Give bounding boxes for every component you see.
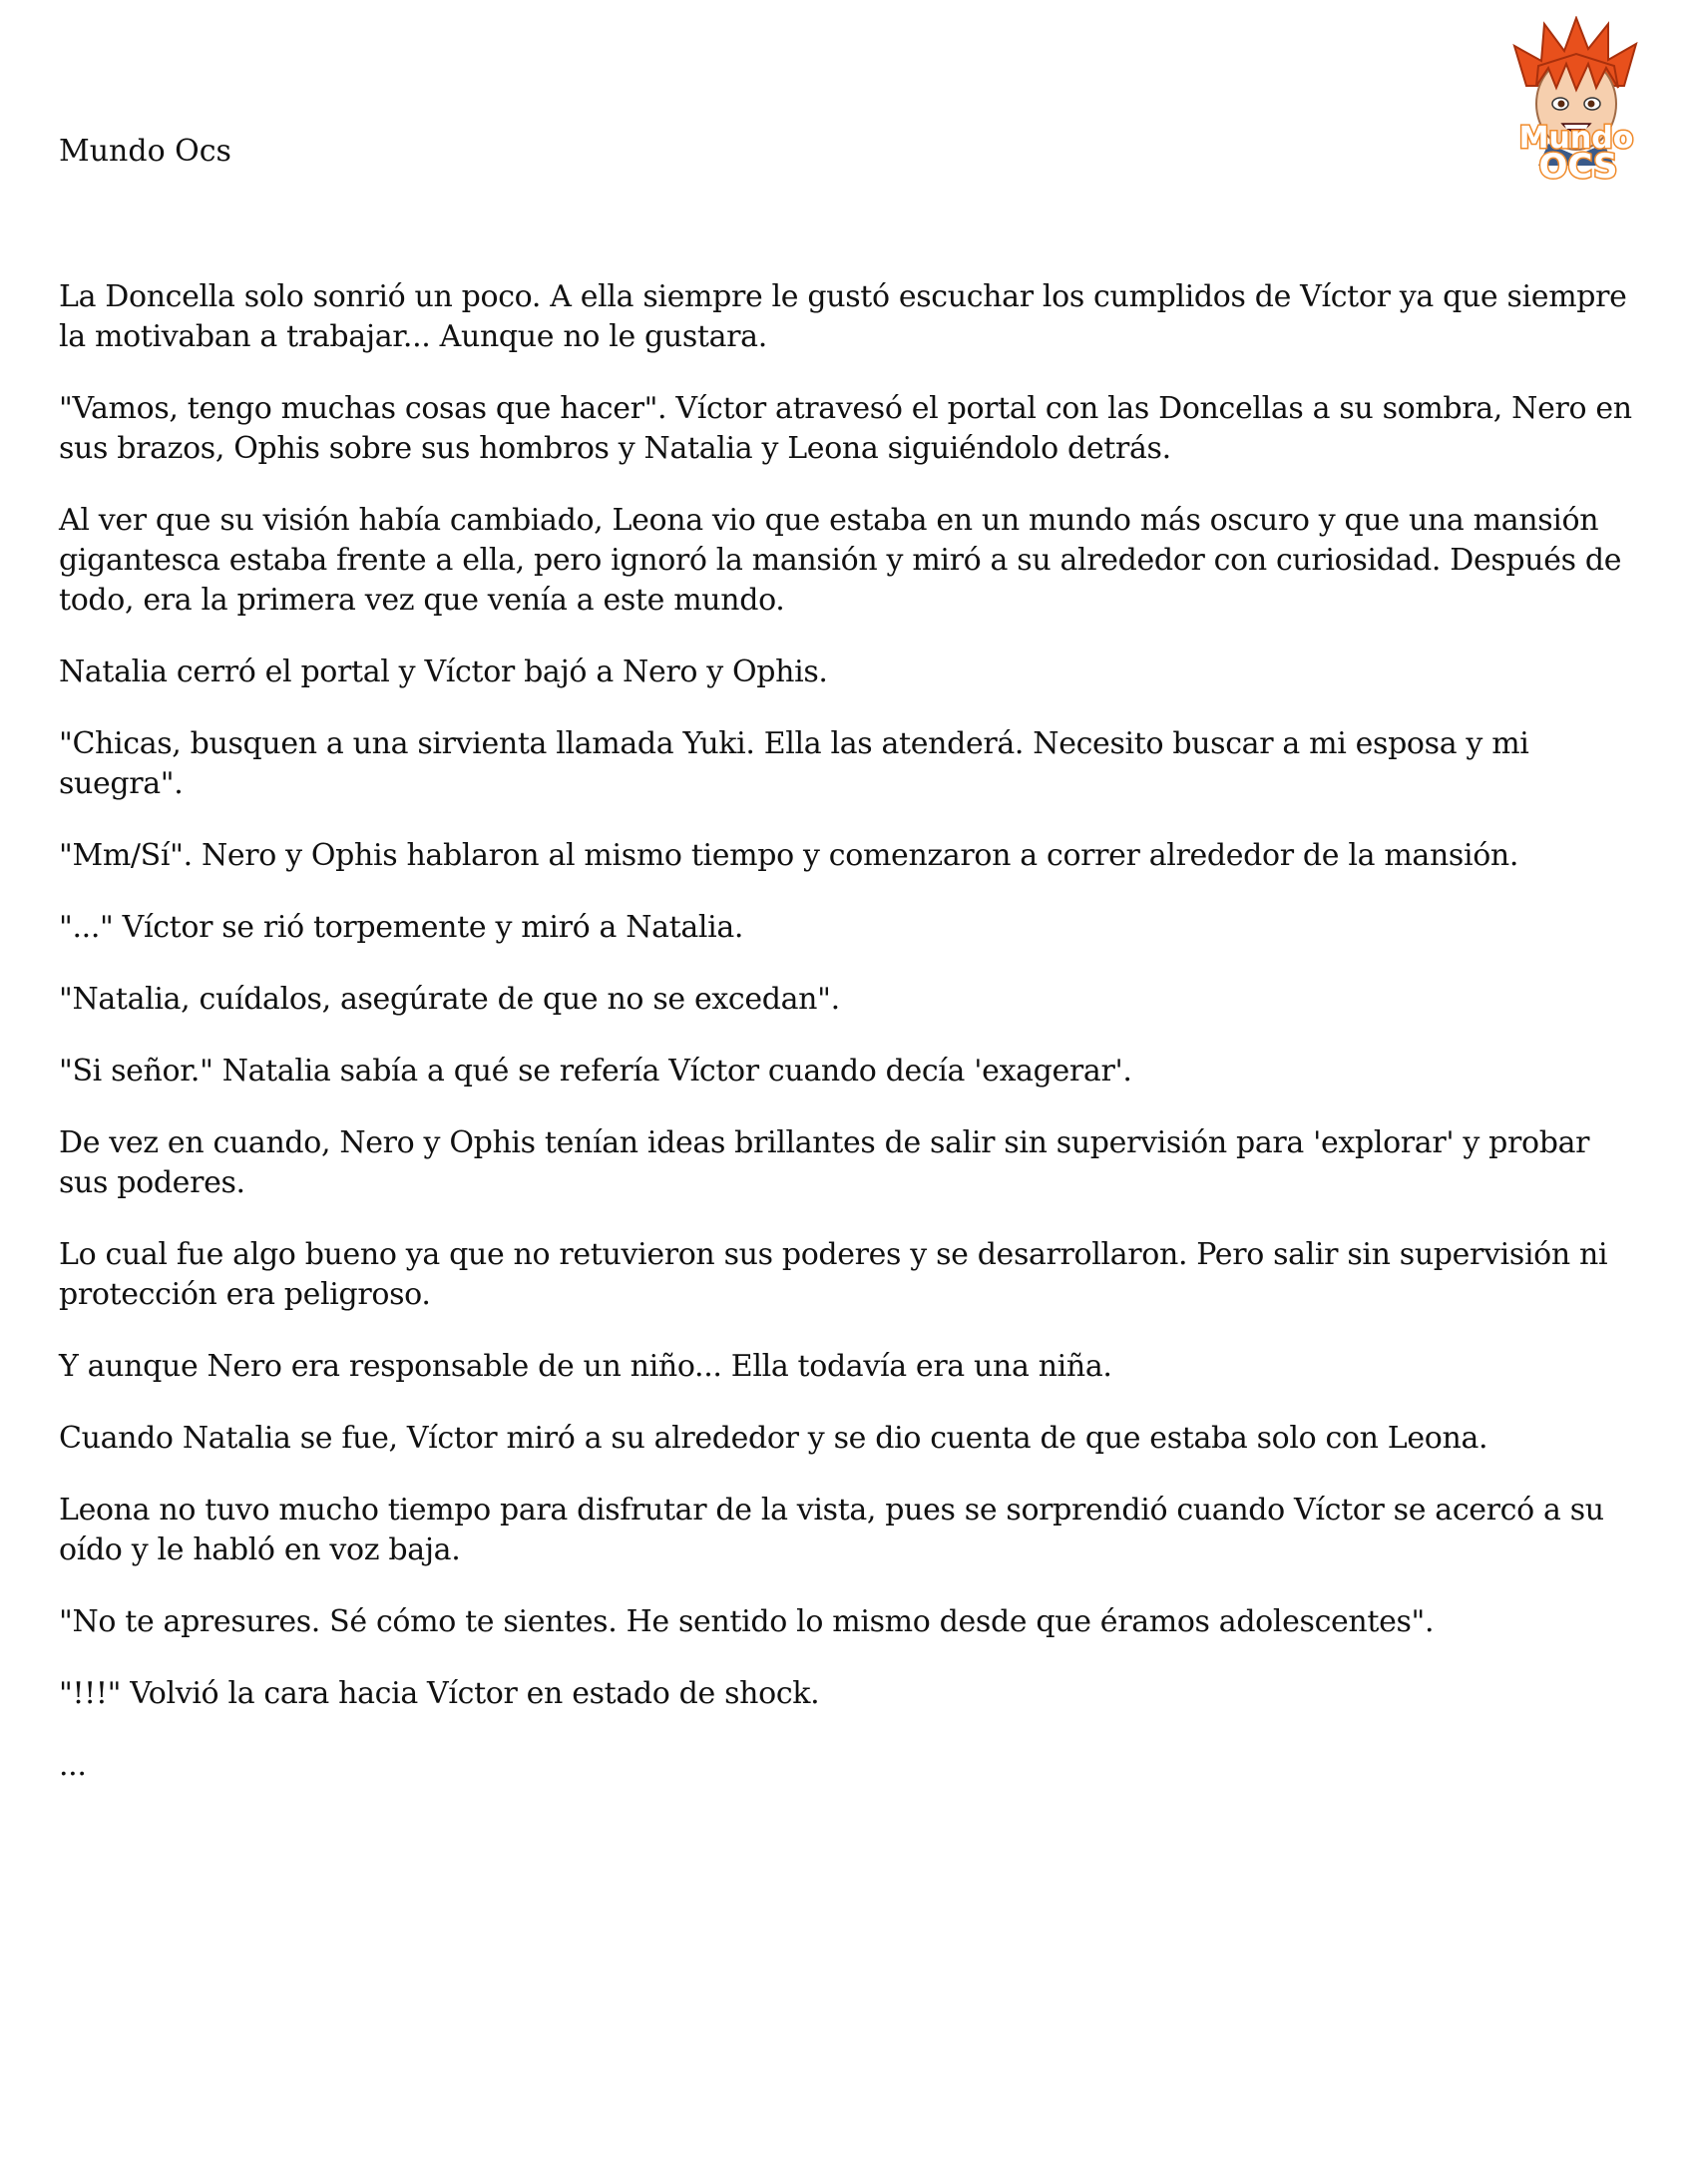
paragraph: Natalia cerró el portal y Víctor bajó a Nero y Ophis. <box>59 655 828 689</box>
paragraph: ... <box>59 1748 87 1783</box>
mundo-ocs-logo <box>1496 16 1656 186</box>
paragraph: De vez en cuando, Nero y Ophis tenían ideas brillantes de salir sin supervisión para 'explorar' y probar sus poderes. <box>59 1125 1590 1200</box>
paragraph: Y aunque Nero era responsable de un niño... Ella todavía era una niña. <box>59 1349 1112 1384</box>
paragraph: Leona no tuvo mucho tiempo para disfrutar de la vista, pues se sorprendió cuando Víctor se acercó a su oído y le habló en voz baja. <box>59 1493 1604 1567</box>
paragraph: "No te apresures. Sé cómo te sientes. He sentido lo mismo desde que éramos adolescentes". <box>59 1604 1435 1639</box>
paragraph: "Chicas, busquen a una sirvienta llamada Yuki. Ella las atenderá. Necesito buscar a mi esposa y mi suegra". <box>59 726 1529 801</box>
logo-text-top: Mundo <box>1518 121 1634 156</box>
paragraph: "Vamos, tengo muchas cosas que hacer". Víctor atravesó el portal con las Doncellas a su sombra, Nero en sus brazos, Ophis sobre sus hombros y Natalia y Leona siguiéndolo detrás. <box>59 391 1632 466</box>
paragraph: Cuando Natalia se fue, Víctor miró a su alrededor y se dio cuenta de que estaba solo con Leona. <box>59 1421 1488 1456</box>
paragraph: Al ver que su visión había cambiado, Leona vio que estaba en un mundo más oscuro y que una mansión gigantesca estaba frente a ella, pero ignoró la mansión y miró a su alrededor con curiosidad. Después de todo, era la primera vez que venía a este mundo. <box>59 503 1622 618</box>
paragraph: "Natalia, cuídalos, asegúrate de que no se excedan". <box>59 982 840 1017</box>
paragraph: "!!!" Volvió la cara hacia Víctor en estado de shock. <box>59 1676 820 1711</box>
paragraph: "Mm/Sí". Nero y Ophis hablaron al mismo tiempo y comenzaron a correr alrededor de la mansión. <box>59 838 1519 873</box>
story-body <box>59 277 1645 1818</box>
paragraph: Lo cual fue algo bueno ya que no retuvieron sus poderes y se desarrollaron. Pero salir sin supervisión ni protección era peligroso. <box>59 1237 1608 1312</box>
anime-boy-red-hair-logo-icon <box>1496 16 1656 186</box>
page-title: Mundo Ocs <box>59 134 231 169</box>
paragraph: "Si señor." Natalia sabía a qué se refería Víctor cuando decía 'exagerar'. <box>59 1054 1132 1089</box>
logo-text-bottom: OCS <box>1538 147 1618 186</box>
paragraph: La Doncella solo sonrió un poco. A ella siempre le gustó escuchar los cumplidos de Víctor ya que siempre la motivaban a trabajar... Aunque no le gustara. <box>59 279 1627 354</box>
paragraph: "..." Víctor se rió torpemente y miró a Natalia. <box>59 910 744 945</box>
